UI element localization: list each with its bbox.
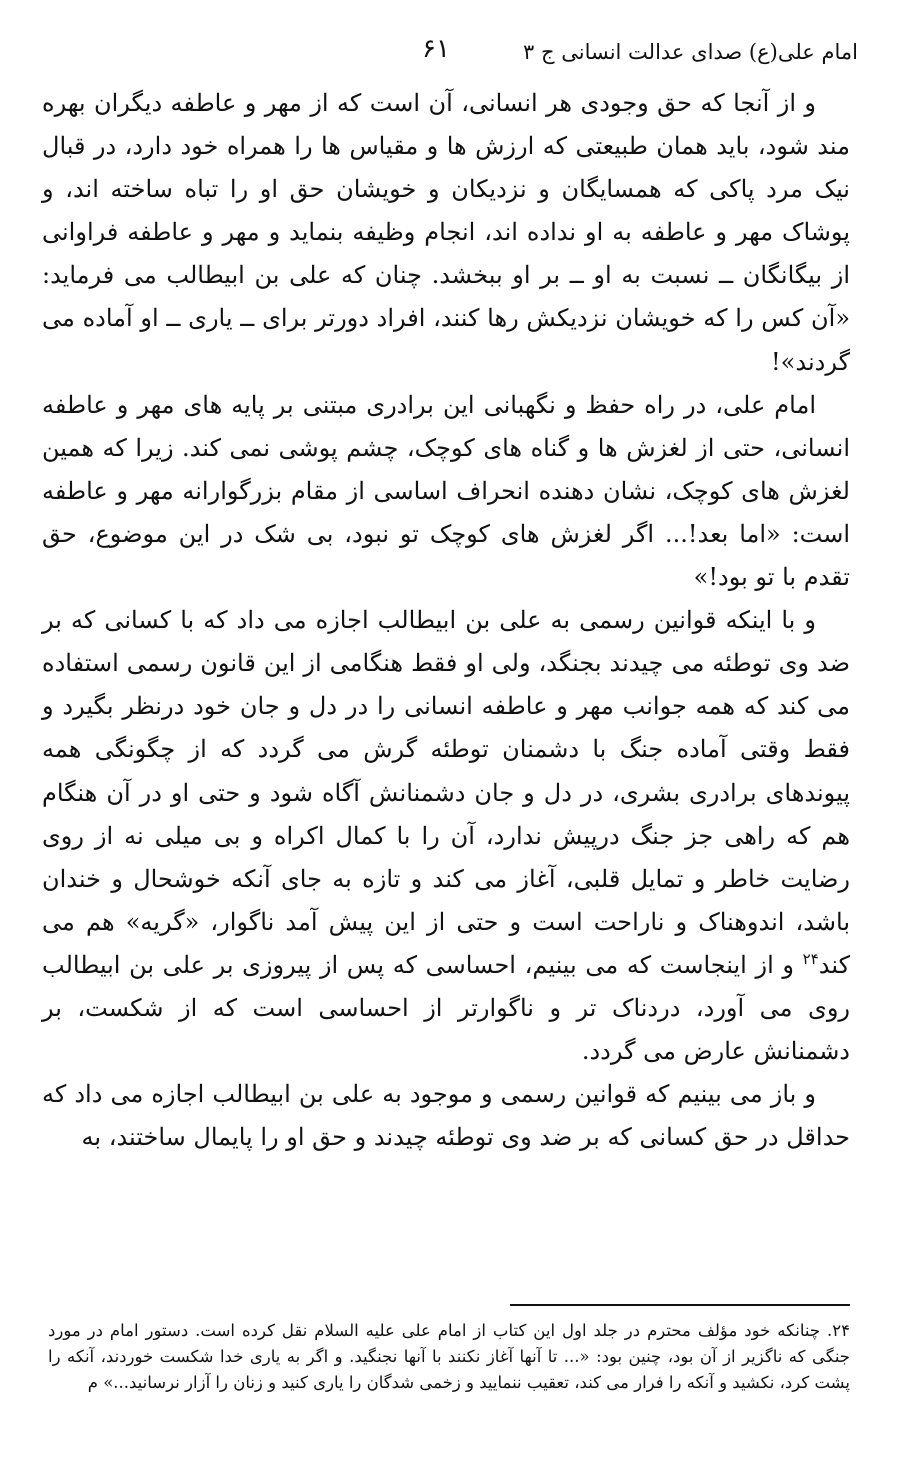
paragraph-1: و از آنجا که حق وجودی هر انسانی، آن است که از مهر و عاطفه دیگران بهره مند شود، باید همان طبیعتی که ارزش ها و مقیاس ها را همراه خود دارد، در قبال نیک مرد پاکی که همسایگان و نزدیکان و خویشان حق او را تباه ساخته اند، و پوشاک مهر و عاطفه به او نداده اند، انجام وظیفه بنماید و مهر و عاطفه فراوانی از بیگانگان ــ نسبت به او ــ بر او ببخشد. چنان که علی بن ابیطالب می فرماید: «آن کس را که خویشان نزدیکش رها کنند، افراد دورتر برای ــ یاری ــ او آماده می گردند»! — [42, 89, 850, 376]
body-text — [42, 82, 850, 1159]
paragraph-3-text: و با اینکه قوانین رسمی به علی بن ابیطالب اجازه می داد که با کسانی که بر ضد وی توطئه می چیدند بجنگد، ولی او فقط هنگامی از این قانون رسمی استفاده می کند که همه جوانب مهر و عاطفه انسانی را در دل و جان خود درنظر بگیرد و فقط وقتی آماده جنگ با دشمنان توطئه گرش می گردد که از چگونگی همه پیوندهای برادری بشری، در دل و جان دشمنانش آگاه شود و حتی او در آن هنگام هم که راهی جز جنگ درپیش ندارد، آن را با کمال اکراه و بی میلی نه از روی رضایت خاطر و تمایل قلبی، آغاز می کند و تازه به جای آنکه خوشحال و خندان باشد، اندوهناک و ناراحت است و حتی از این پیش آمد ناگوار، «گریه» هم می کند — [42, 606, 850, 979]
paragraph-3-text-continued: و از اینجاست که می بینیم، احساسی که پس از پیروزی بر علی بن ابیطالب روی می آورد، دردناک تر و ناگوارتر از احساسی است که از شکست، بر دشمنانش عارض می گردد. — [42, 950, 850, 1066]
paragraph-3 — [42, 599, 850, 1073]
paragraph-4: و باز می بینیم که قوانین رسمی و موجود به علی بن ابیطالب اجازه می داد که حداقل در حق کسانی که بر ضد وی توطئه چیدند و حق او را پایمال ساختند، به — [42, 1080, 850, 1152]
footnote-divider — [510, 1304, 850, 1306]
running-title: امام علی(ع) صدای عدالت انسانی ج ۳ — [523, 40, 858, 64]
footnote — [48, 1318, 850, 1396]
footnote-reference: ۲۴ — [802, 949, 819, 968]
paragraph-2: امام علی، در راه حفظ و نگهبانی این برادری مبتنی بر پایه های مهر و عاطفه انسانی، حتی از لغزش ها و گناه های کوچک، چشم پوشی نمی کند. زیرا که همین لغزش های کوچک، نشان دهنده انحراف اساسی از مقام بزرگوارانه مهر و عاطفه است: «اما بعد!... اگر لغزش های کوچک تو نبود، بی شک در این موضوع، حق تقدم با تو بود!» — [42, 390, 850, 592]
page-header — [40, 34, 858, 74]
page-number: ۶۱ — [422, 34, 450, 64]
footnote-text: ۲۴. چنانکه خود مؤلف محترم در جلد اول این کتاب از امام علی علیه السلام نقل کرده است. دستور امام در مورد جنگی که ناگزیر از آن بود، چنین بود: «... تا آنها آغاز نکنند با آنها نجنگید. و اگر به یاری خدا شکست خوردند، آنکه را پشت کرد، نکشید و آنکه را فرار می کند، تعقیب ننمایید و زخمی شدگان را یاری کنید و زنان را آزار نرسانید...» م — [48, 1321, 850, 1392]
